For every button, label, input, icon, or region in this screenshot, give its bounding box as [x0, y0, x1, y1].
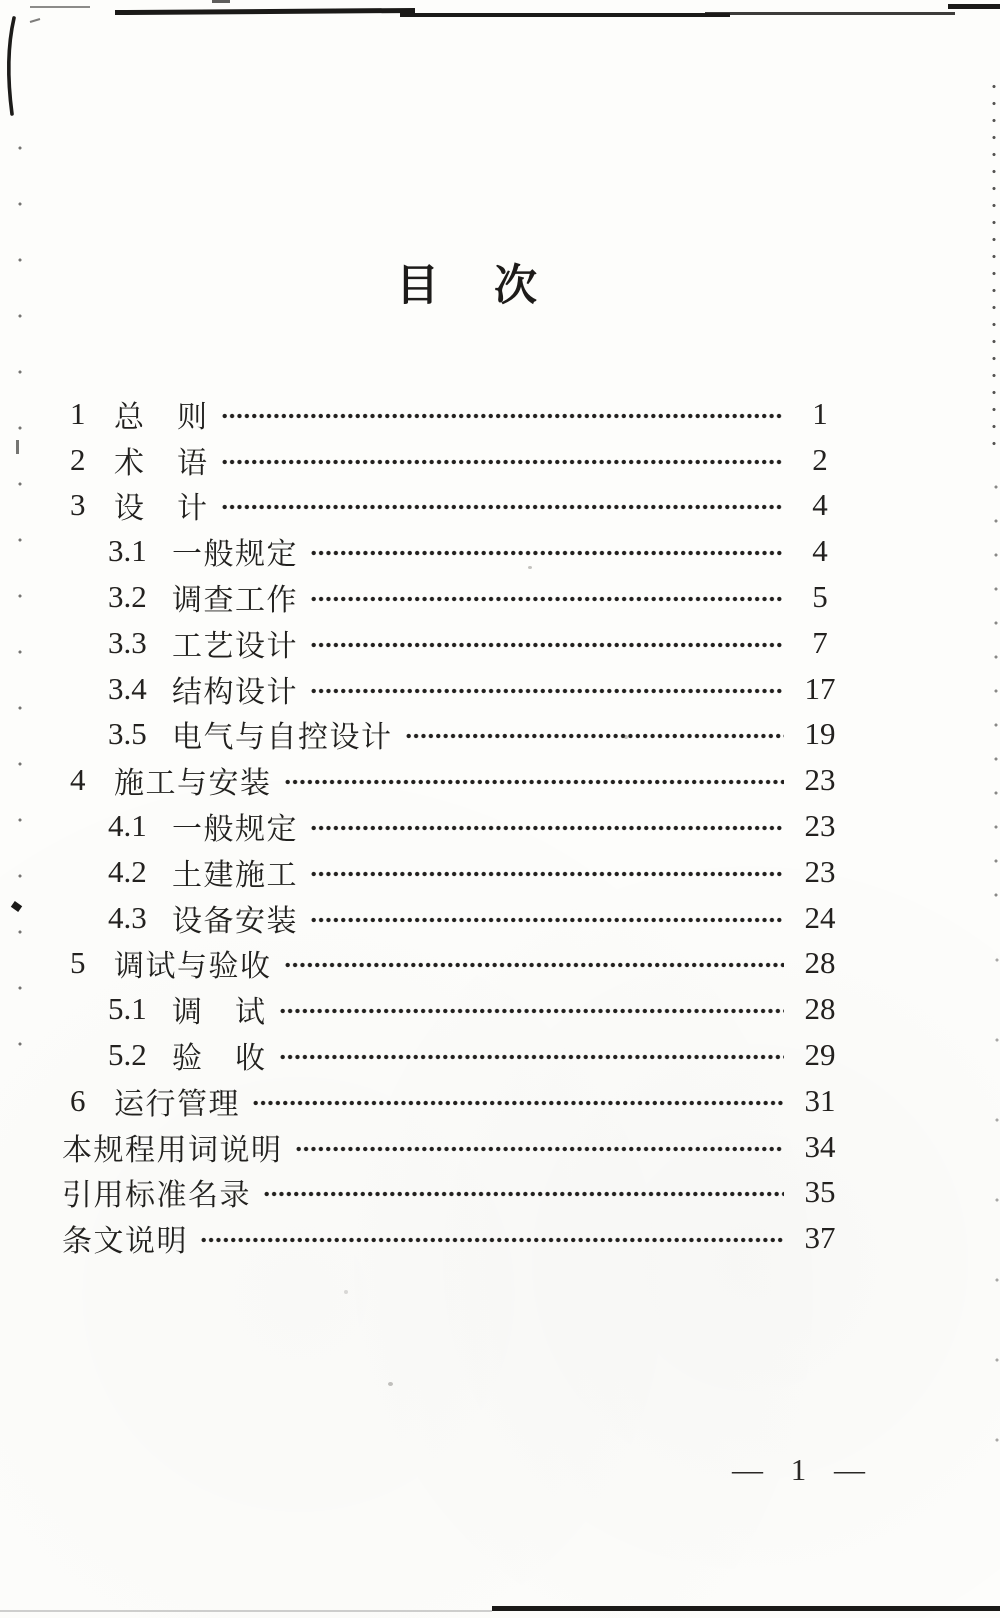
toc-list: [62, 391, 848, 1261]
toc-entry-title: 结构设计: [172, 675, 298, 709]
toc-entry-number: 3.1: [108, 533, 147, 569]
toc-entry-number: 3.2: [108, 579, 147, 615]
toc-entry: [62, 1124, 848, 1170]
toc-entry-number: 5.1: [108, 991, 147, 1027]
toc-entry: [62, 437, 848, 483]
toc-entry-number: 6: [70, 1082, 86, 1118]
toc-entry-page: 35: [804, 1174, 836, 1210]
toc-entry-title: 设 计: [114, 492, 209, 526]
dot-leader: [221, 410, 785, 422]
toc-entry-number: 5.2: [108, 1037, 147, 1073]
dot-leader: [221, 456, 785, 468]
toc-entry-title: 引用标准名录: [62, 1179, 251, 1213]
page-title: 目 次: [396, 263, 543, 310]
toc-entry-title: 条文说明: [62, 1225, 188, 1259]
toc-entry-number: 2: [70, 441, 86, 477]
scan-speckles-right: [993, 920, 1000, 1480]
dot-leader: [310, 593, 784, 605]
dot-leader: [263, 1188, 784, 1200]
toc-entry-number: 4: [70, 762, 86, 798]
toc-entry-number: 3.3: [108, 624, 147, 660]
dot-leader: [284, 959, 785, 971]
toc-entry-page: 23: [804, 762, 836, 798]
toc-entry-page: 37: [804, 1220, 836, 1256]
page-corner-curl: [0, 14, 48, 129]
dot-leader: [310, 822, 784, 834]
toc-entry: [62, 895, 848, 941]
toc-entry: [62, 1032, 848, 1078]
toc-entry: [62, 1215, 848, 1261]
toc-entry-page: 2: [812, 441, 828, 477]
toc-entry-number: 5: [70, 945, 86, 981]
scan-speckles-right: [992, 470, 1000, 900]
dot-leader: [284, 776, 785, 788]
scan-artifact: [16, 440, 19, 454]
toc-entry-title: 调查工作: [172, 584, 298, 618]
toc-entry-page: 17: [804, 670, 836, 706]
toc-entry-number: 3.4: [108, 670, 147, 706]
toc-entry: [62, 391, 848, 437]
toc-entry-page: 19: [804, 716, 836, 752]
toc-entry-page: 23: [804, 808, 836, 844]
toc-entry-page: 7: [812, 624, 828, 660]
toc-entry-page: 5: [812, 579, 828, 615]
toc-entry-page: 34: [804, 1128, 836, 1164]
toc-entry-number: 4.3: [108, 899, 147, 935]
toc-entry-title: 设备安装: [172, 904, 298, 938]
scan-artifact: [400, 13, 730, 17]
toc-entry-title: 一般规定: [172, 538, 298, 572]
toc-entry: [62, 666, 848, 712]
toc-entry-title: 工艺设计: [172, 629, 298, 663]
toc-entry-title: 运行管理: [114, 1087, 240, 1121]
toc-entry: [62, 620, 848, 666]
toc-entry-title: 本规程用词说明: [62, 1133, 283, 1167]
scan-speckles-left: [16, 120, 24, 1080]
toc-entry-page: 1: [812, 395, 828, 431]
toc-entry-title: 调试与验收: [114, 950, 272, 984]
toc-entry-page: 29: [804, 1037, 836, 1073]
toc-entry: [62, 803, 848, 849]
scan-artifact: [212, 0, 230, 3]
toc-entry: [62, 528, 848, 574]
toc-entry: [62, 1078, 848, 1124]
scan-artifact: [948, 4, 1000, 9]
scan-artifact: [0, 1610, 492, 1612]
scan-artifact: [388, 1382, 393, 1386]
toc-entry-title: 调 试: [172, 996, 267, 1030]
toc-entry-number: 4.1: [108, 808, 147, 844]
toc-entry-page: 23: [804, 853, 836, 889]
toc-entry: [62, 849, 848, 895]
dot-leader: [310, 685, 784, 697]
toc-entry: [62, 1170, 848, 1216]
scan-artifact: [30, 6, 90, 8]
dot-leader: [279, 1005, 785, 1017]
toc-entry: [62, 941, 848, 987]
toc-entry: [62, 712, 848, 758]
toc-entry-title: 一般规定: [172, 813, 298, 847]
dot-leader: [279, 1051, 785, 1063]
toc-entry-page: 31: [804, 1082, 836, 1118]
dot-leader: [310, 914, 784, 926]
toc-entry-title: 术 语: [114, 446, 209, 480]
scan-artifact: [344, 1290, 348, 1294]
toc-entry-number: 3.5: [108, 716, 147, 752]
toc-entry: [62, 483, 848, 529]
scan-speckles-right: [990, 78, 998, 458]
dot-leader: [310, 639, 784, 651]
toc-entry-title: 总 则: [114, 400, 209, 434]
toc-entry: [62, 757, 848, 803]
toc-entry-title: 施工与安装: [114, 767, 272, 801]
dot-leader: [310, 547, 784, 559]
dot-leader: [295, 1143, 785, 1155]
toc-entry: [62, 986, 848, 1032]
toc-entry-title: 土建施工: [172, 858, 298, 892]
toc-entry-title: 电气与自控设计: [172, 721, 393, 755]
toc-entry-title: 验 收: [172, 1042, 267, 1076]
toc-entry-page: 4: [812, 487, 828, 523]
dot-leader: [252, 1097, 784, 1109]
toc-entry-page: 24: [804, 899, 836, 935]
dot-leader: [200, 1234, 784, 1246]
toc-entry-number: 1: [70, 395, 86, 431]
toc-entry-number: 3: [70, 487, 86, 523]
dot-leader: [221, 501, 785, 513]
footer-page-number: — 1 —: [732, 1452, 867, 1487]
scan-artifact: [492, 1606, 1000, 1611]
toc-entry-page: 28: [804, 945, 836, 981]
dot-leader: [405, 730, 785, 742]
scan-artifact: [705, 12, 955, 15]
toc-entry-page: 4: [812, 533, 828, 569]
toc-entry-number: 4.2: [108, 853, 147, 889]
scan-artifact: [115, 8, 415, 15]
toc-entry-page: 28: [804, 991, 836, 1027]
dot-leader: [310, 868, 784, 880]
toc-entry: [62, 574, 848, 620]
